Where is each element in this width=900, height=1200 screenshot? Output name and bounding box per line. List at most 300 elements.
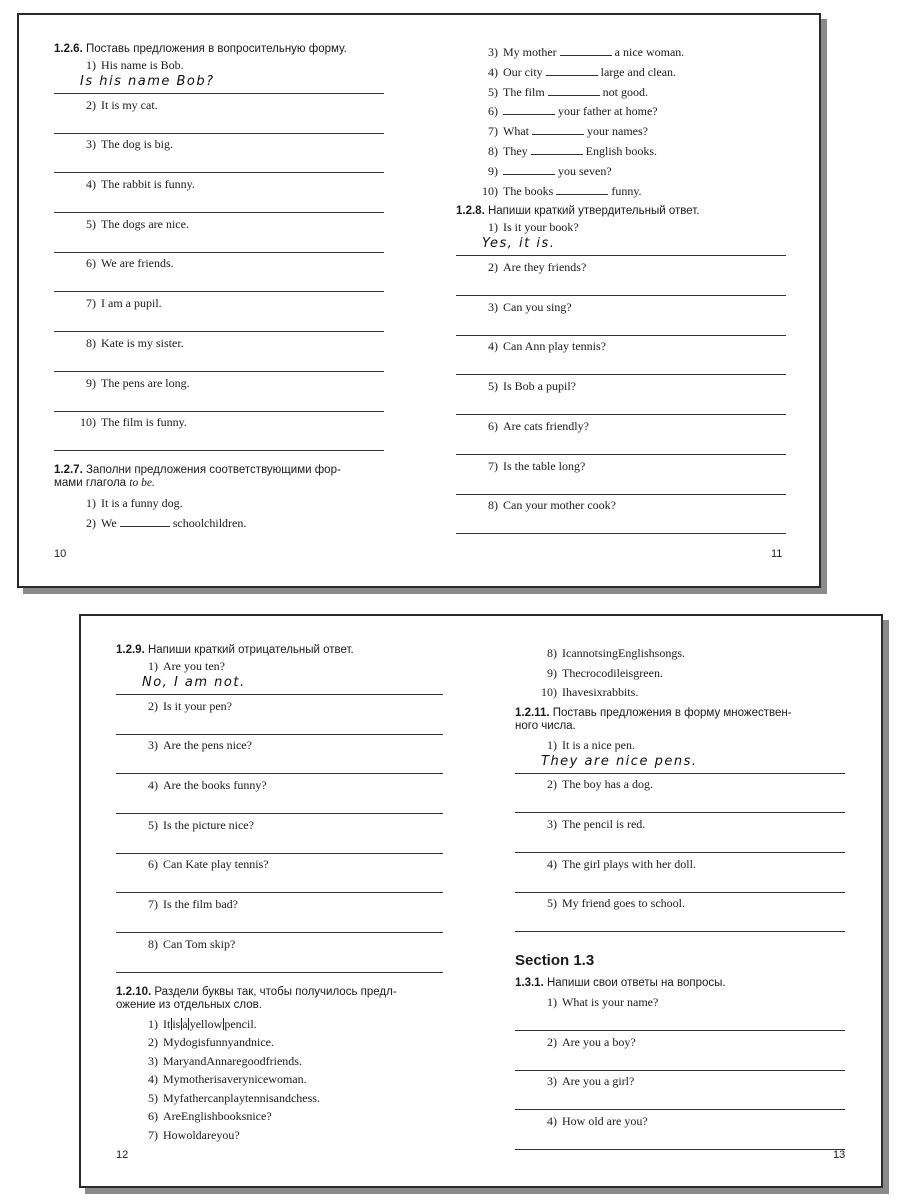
item-number: 7) [86,296,96,311]
item-number: 5) [488,84,498,99]
question-text-row [54,56,184,76]
fill-in-item [456,162,786,182]
letter-string: AreEnglishbooksnice? [163,1109,272,1123]
question-text-row [515,894,685,914]
handwritten-answer: They are nice pens. [541,753,698,769]
question-text-row [456,496,616,516]
fill-in-item [456,102,786,122]
question-item [456,298,786,338]
page-number: 11 [771,548,783,560]
answer-line[interactable] [54,371,384,372]
page-number: 10 [54,548,67,560]
question-text-row [54,334,184,354]
item-number: 9) [547,665,557,680]
question-item [456,377,786,417]
verb-to-be: to be. [129,476,155,489]
answer-line[interactable] [456,374,786,375]
question-text: I am a pupil. [101,296,162,311]
item-number: 7) [488,124,498,139]
question-text-row [116,697,232,717]
question-item [54,413,384,453]
question-text: Can Kate play tennis? [163,857,269,872]
item-number: 5) [86,216,96,231]
answer-line[interactable] [54,93,384,94]
answer-line[interactable] [54,450,384,451]
answer-line[interactable] [456,454,786,455]
question-text: Are you ten? [163,659,225,673]
question-text-row [515,815,645,835]
answer-line[interactable] [515,773,845,774]
answer-line[interactable] [54,252,384,253]
question-text: The film is funny. [101,415,187,430]
item-number: 3) [148,738,158,753]
item-number: 8) [148,936,158,951]
exercise-number: 1.2.8. [456,205,485,218]
exercise-instruction: Напиши краткий утвердительный ответ. [487,205,700,218]
question-item [116,736,443,776]
letter-string: Mymotherisaverynicewoman. [163,1072,307,1086]
item-number: 3) [86,137,96,152]
item-number: 7) [148,897,158,912]
question-item [116,697,443,737]
sentence-start: Our city [503,64,543,79]
question-text: Are you a girl? [562,1074,635,1089]
question-text-row [54,215,189,235]
answer-line[interactable] [116,932,443,933]
item-number: 6) [148,857,158,872]
question-text: It is my cat. [101,97,158,112]
sentence-end: you seven? [558,163,612,178]
exercise-1-2-9-heading [116,644,443,657]
answer-line[interactable] [515,1109,845,1110]
answer-line[interactable] [456,255,786,256]
item-number: 2) [148,698,158,713]
item-number: 6) [148,1109,158,1123]
answer-line[interactable] [515,1070,845,1071]
sentence-end: large and clean. [600,64,677,79]
question-item [456,258,786,298]
sentence-start: It is a funny dog. [101,495,183,510]
letter-string: Mydogisfunnyandnice. [163,1035,274,1049]
blank-field[interactable] [556,184,608,195]
item-number: 3) [547,816,557,831]
fill-in-item [456,83,786,103]
fill-in-item [456,63,786,83]
blank-field[interactable] [532,124,584,135]
answer-line[interactable] [515,852,845,853]
split-word: is [172,1016,181,1031]
question-text-row [456,377,576,397]
exercise-instruction: Напиши свои ответы на вопросы. [546,976,726,989]
question-text: Are they friends? [503,260,587,275]
item-number: 9) [488,163,498,178]
sentence-start: My mother [503,45,557,59]
question-item [116,776,443,816]
question-item [116,816,443,856]
question-text: The dogs are nice. [101,216,189,231]
sentence-end: a nice woman. [614,45,685,59]
letter-string: MaryandAnnaregoodfriends. [163,1053,302,1068]
question-text-row [54,254,174,274]
fill-in-item [456,43,786,63]
list-item [116,1033,443,1052]
letter-string: Howoldareyou? [163,1127,240,1142]
question-item [54,175,384,215]
question-text: Is it your pen? [163,698,232,713]
question-text-row [456,417,589,437]
answer-line[interactable] [54,331,384,332]
question-text: Can you sing? [503,299,572,314]
answer-line[interactable] [116,813,443,814]
item-number: 7) [488,458,498,473]
question-text-row [456,258,586,278]
question-item [515,894,845,934]
question-item [116,657,443,697]
page-10-column [54,43,384,533]
letter-string: Thecrocodileisgreen. [562,665,663,680]
exercise-1-2-10-continued-list [515,644,845,703]
question-text: His name is Bob. [101,58,184,72]
blank-field[interactable] [503,104,555,115]
item-number: 2) [86,515,96,530]
question-item [116,895,443,935]
item-number: 3) [488,299,498,314]
fill-in-item [54,494,384,514]
question-item [456,218,786,258]
sentence-end: your names? [587,124,648,139]
fill-in-item [456,122,786,142]
item-number: 4) [148,1072,158,1086]
question-text-row [116,855,269,875]
exercise-number: 1.2.10. [116,985,152,998]
question-text: It is a nice pen. [562,737,635,752]
item-number: 8) [488,143,498,158]
item-number: 4) [547,856,557,871]
question-item [54,374,384,414]
item-number: 5) [148,1090,158,1105]
item-number: 5) [488,379,498,394]
exercise-1-2-11-list [515,736,845,934]
question-item [515,775,845,815]
question-item [456,337,786,377]
item-number: 4) [148,778,158,793]
letter-string: Ihavesixrabbits. [562,685,639,699]
item-number: 6) [488,104,498,119]
list-item [515,683,845,703]
question-item [456,417,786,457]
question-item [116,855,443,895]
item-number: 2) [547,1034,557,1049]
list-item [116,1070,443,1089]
exercise-1-3-1-heading [515,977,845,990]
sentence-start: The film [503,84,545,99]
exercise-instruction: Заполни предложения соответствующими фор- [85,463,341,476]
exercise-1-2-6-heading [54,43,384,56]
fill-in-item [456,182,786,202]
answer-line[interactable] [54,172,384,173]
question-text-row [515,736,635,756]
question-text: The rabbit is funny. [101,177,195,192]
list-item-example [116,1015,443,1034]
exercise-number: 1.2.7. [54,463,83,476]
answer-line[interactable] [54,212,384,213]
exercise-1-2-10-heading [116,986,443,1012]
item-number: 5) [547,896,557,911]
item-number: 10) [541,685,557,699]
book-spread-pages-12-13 [79,614,883,1188]
answer-line[interactable] [54,291,384,292]
question-item [515,815,845,855]
item-number: 1) [148,659,158,673]
page-12-column [116,644,443,1144]
question-item [54,215,384,255]
question-text-row [456,337,606,357]
question-text-row [515,1033,636,1053]
item-number: 7) [148,1127,158,1142]
item-number: 3) [148,1053,158,1068]
question-item [515,993,845,1033]
question-text: Is the picture nice? [163,817,254,832]
item-number: 8) [547,646,557,660]
exercise-number: 1.2.9. [116,644,145,656]
question-text: The girl plays with her doll. [562,856,696,871]
exercise-instruction: Раздели буквы так, чтобы получилось предл- [154,985,397,998]
answer-line[interactable] [116,694,443,695]
answer-line[interactable] [515,812,845,813]
question-text: Are the pens nice? [163,738,252,753]
exercise-1-2-7-continued-list [456,43,786,201]
item-number: 6) [488,418,498,433]
item-number: 1) [86,495,96,510]
exercise-1-2-9-list [116,657,443,975]
letter-string: Myfathercanplaytennisandchess. [163,1090,320,1105]
handwritten-answer: Yes, it is. [482,236,556,252]
sentence-start: What [503,124,529,139]
sentence-end: not good. [602,84,648,99]
question-text: Are you a boy? [562,1034,636,1049]
answer-line[interactable] [515,931,845,932]
item-number: 8) [488,498,498,513]
answer-line[interactable] [116,734,443,735]
handwritten-answer: No, I am not. [142,675,246,690]
exercise-instruction: Поставь предложения в форму множествен- [552,706,792,719]
list-item [515,664,845,684]
question-text-row [515,1112,648,1132]
question-item [515,855,845,895]
exercise-instruction: ного числа. [515,719,576,732]
sentence-start: We [101,515,117,530]
list-item [116,1126,443,1145]
exercise-1-2-8-heading [456,205,786,218]
blank-field[interactable] [120,516,170,527]
sentence-end: English books. [585,143,657,158]
question-text: Are cats friendly? [503,418,589,433]
item-number: 3) [488,45,498,59]
question-text: The boy has a dog. [562,777,653,792]
question-text: What is your name? [562,994,659,1009]
question-text: Are the books funny? [163,778,267,793]
exercise-number: 1.2.11. [515,706,550,719]
list-item [116,1089,443,1108]
question-item [515,1072,845,1112]
question-text-row [515,1072,634,1092]
split-word: pencil. [224,1016,257,1031]
item-number: 3) [547,1074,557,1089]
question-item [456,496,786,536]
question-text-row [515,993,658,1013]
exercise-instruction: Поставь предложения в вопросительную форму. [85,43,347,55]
exercise-1-2-10-list [116,1033,443,1144]
item-number: 4) [488,64,498,79]
sentence-end: funny. [611,183,642,198]
answer-line[interactable] [515,1030,845,1031]
answer-line[interactable] [456,414,786,415]
question-text-row [54,175,195,195]
item-number: 1) [86,58,96,72]
question-text: Can your mother cook? [503,498,616,513]
fill-in-item [54,514,384,534]
sentence-end: schoolchildren. [172,515,247,530]
question-text-row [116,935,235,955]
split-word: a [182,1016,188,1031]
exercise-instruction: мами глагола [54,476,127,489]
question-text: Is the table long? [503,458,586,473]
answer-line[interactable] [54,133,384,134]
exercise-1-2-8-list [456,218,786,536]
question-item [515,1112,845,1152]
item-number: 4) [488,339,498,354]
page-11-column [456,43,786,536]
item-number: 2) [148,1035,158,1049]
blank-field[interactable] [546,65,598,76]
question-text: The pencil is red. [562,816,646,831]
question-text: Is the film bad? [163,897,238,912]
item-number: 8) [86,335,96,350]
question-text-row [54,294,162,314]
exercise-instruction: ожение из отдельных слов. [116,998,262,1011]
answer-line[interactable] [456,533,786,534]
question-item [54,294,384,334]
question-text: Kate is my sister. [101,335,184,350]
question-item [515,736,845,776]
exercise-1-2-7-list [54,494,384,534]
item-number: 9) [86,375,96,390]
exercise-1-2-7-heading [54,464,384,490]
item-number: 2) [86,97,96,112]
question-text-row [54,135,173,155]
item-number: 4) [86,177,96,192]
sentence-start: They [503,143,528,158]
question-item [515,1033,845,1073]
answer-line[interactable] [116,773,443,774]
question-text-row [116,736,252,756]
blank-field[interactable] [531,144,583,155]
question-text-row [515,775,653,795]
blank-field[interactable] [503,164,555,175]
question-text: The pens are long. [101,375,190,390]
exercise-1-2-6-list [54,56,384,453]
question-item [54,135,384,175]
question-item [116,935,443,975]
section-title: Section 1.3 [515,951,595,969]
answer-line[interactable] [456,295,786,296]
answer-line[interactable] [515,1149,845,1150]
answer-line[interactable] [456,335,786,336]
question-text-row [116,816,254,836]
question-text: The dog is big. [101,137,173,152]
answer-line[interactable] [116,892,443,893]
page-13-column [515,644,845,1152]
blank-field[interactable] [560,45,612,56]
split-word-example [163,1017,257,1031]
question-text-row [456,298,572,318]
question-item [54,96,384,136]
item-number: 10) [80,415,96,430]
item-number: 2) [547,777,557,792]
item-number: 2) [488,260,498,275]
answer-line[interactable] [515,892,845,893]
blank-field[interactable] [548,85,600,96]
letter-string: IcannotsingEnglishsongs. [562,646,685,660]
book-spread-pages-10-11 [17,13,821,588]
exercise-number: 1.3.1. [515,976,544,989]
question-text: Can Ann play tennis? [503,339,606,354]
question-text: How old are you? [562,1114,648,1128]
item-number: 10) [482,183,498,198]
list-item [116,1052,443,1071]
item-number: 6) [86,256,96,271]
answer-line[interactable] [54,411,384,412]
question-item [54,56,384,96]
question-text-row [54,96,158,116]
sentence-end: your father at home? [558,104,658,119]
split-word: yellow [189,1016,223,1031]
list-item [515,644,845,664]
question-text-row [54,413,187,433]
question-text: Can Tom skip? [163,936,236,951]
fill-in-item [456,142,786,162]
page-number: 12 [116,1149,129,1161]
list-item [116,1107,443,1126]
item-number: 5) [148,817,158,832]
exercise-1-2-11-heading [515,707,845,733]
exercise-1-3-1-list [515,993,845,1152]
item-number: 1) [547,737,557,752]
question-item [456,457,786,497]
question-text: My friend goes to school. [562,896,685,911]
answer-line[interactable] [116,972,443,973]
question-text: Is Bob a pupil? [503,379,576,394]
question-text-row [515,855,696,875]
page-number: 13 [833,1149,846,1161]
question-text-row [116,895,238,915]
question-text-row [116,776,267,796]
handwritten-answer: Is his name Bob? [80,74,215,89]
item-number: 1) [488,220,498,235]
answer-line[interactable] [456,494,786,495]
question-item [54,334,384,374]
exercise-instruction: Напиши краткий отрицательный ответ. [147,644,354,656]
answer-line[interactable] [116,853,443,854]
item-number: 4) [547,1114,557,1128]
question-text-row [456,218,579,238]
item-number: 1) [148,1016,158,1031]
question-text-row [116,657,225,677]
sentence-start: The books [503,183,554,198]
question-text: Is it your book? [503,220,579,235]
question-text-row [54,374,190,394]
question-text: We are friends. [101,256,174,271]
